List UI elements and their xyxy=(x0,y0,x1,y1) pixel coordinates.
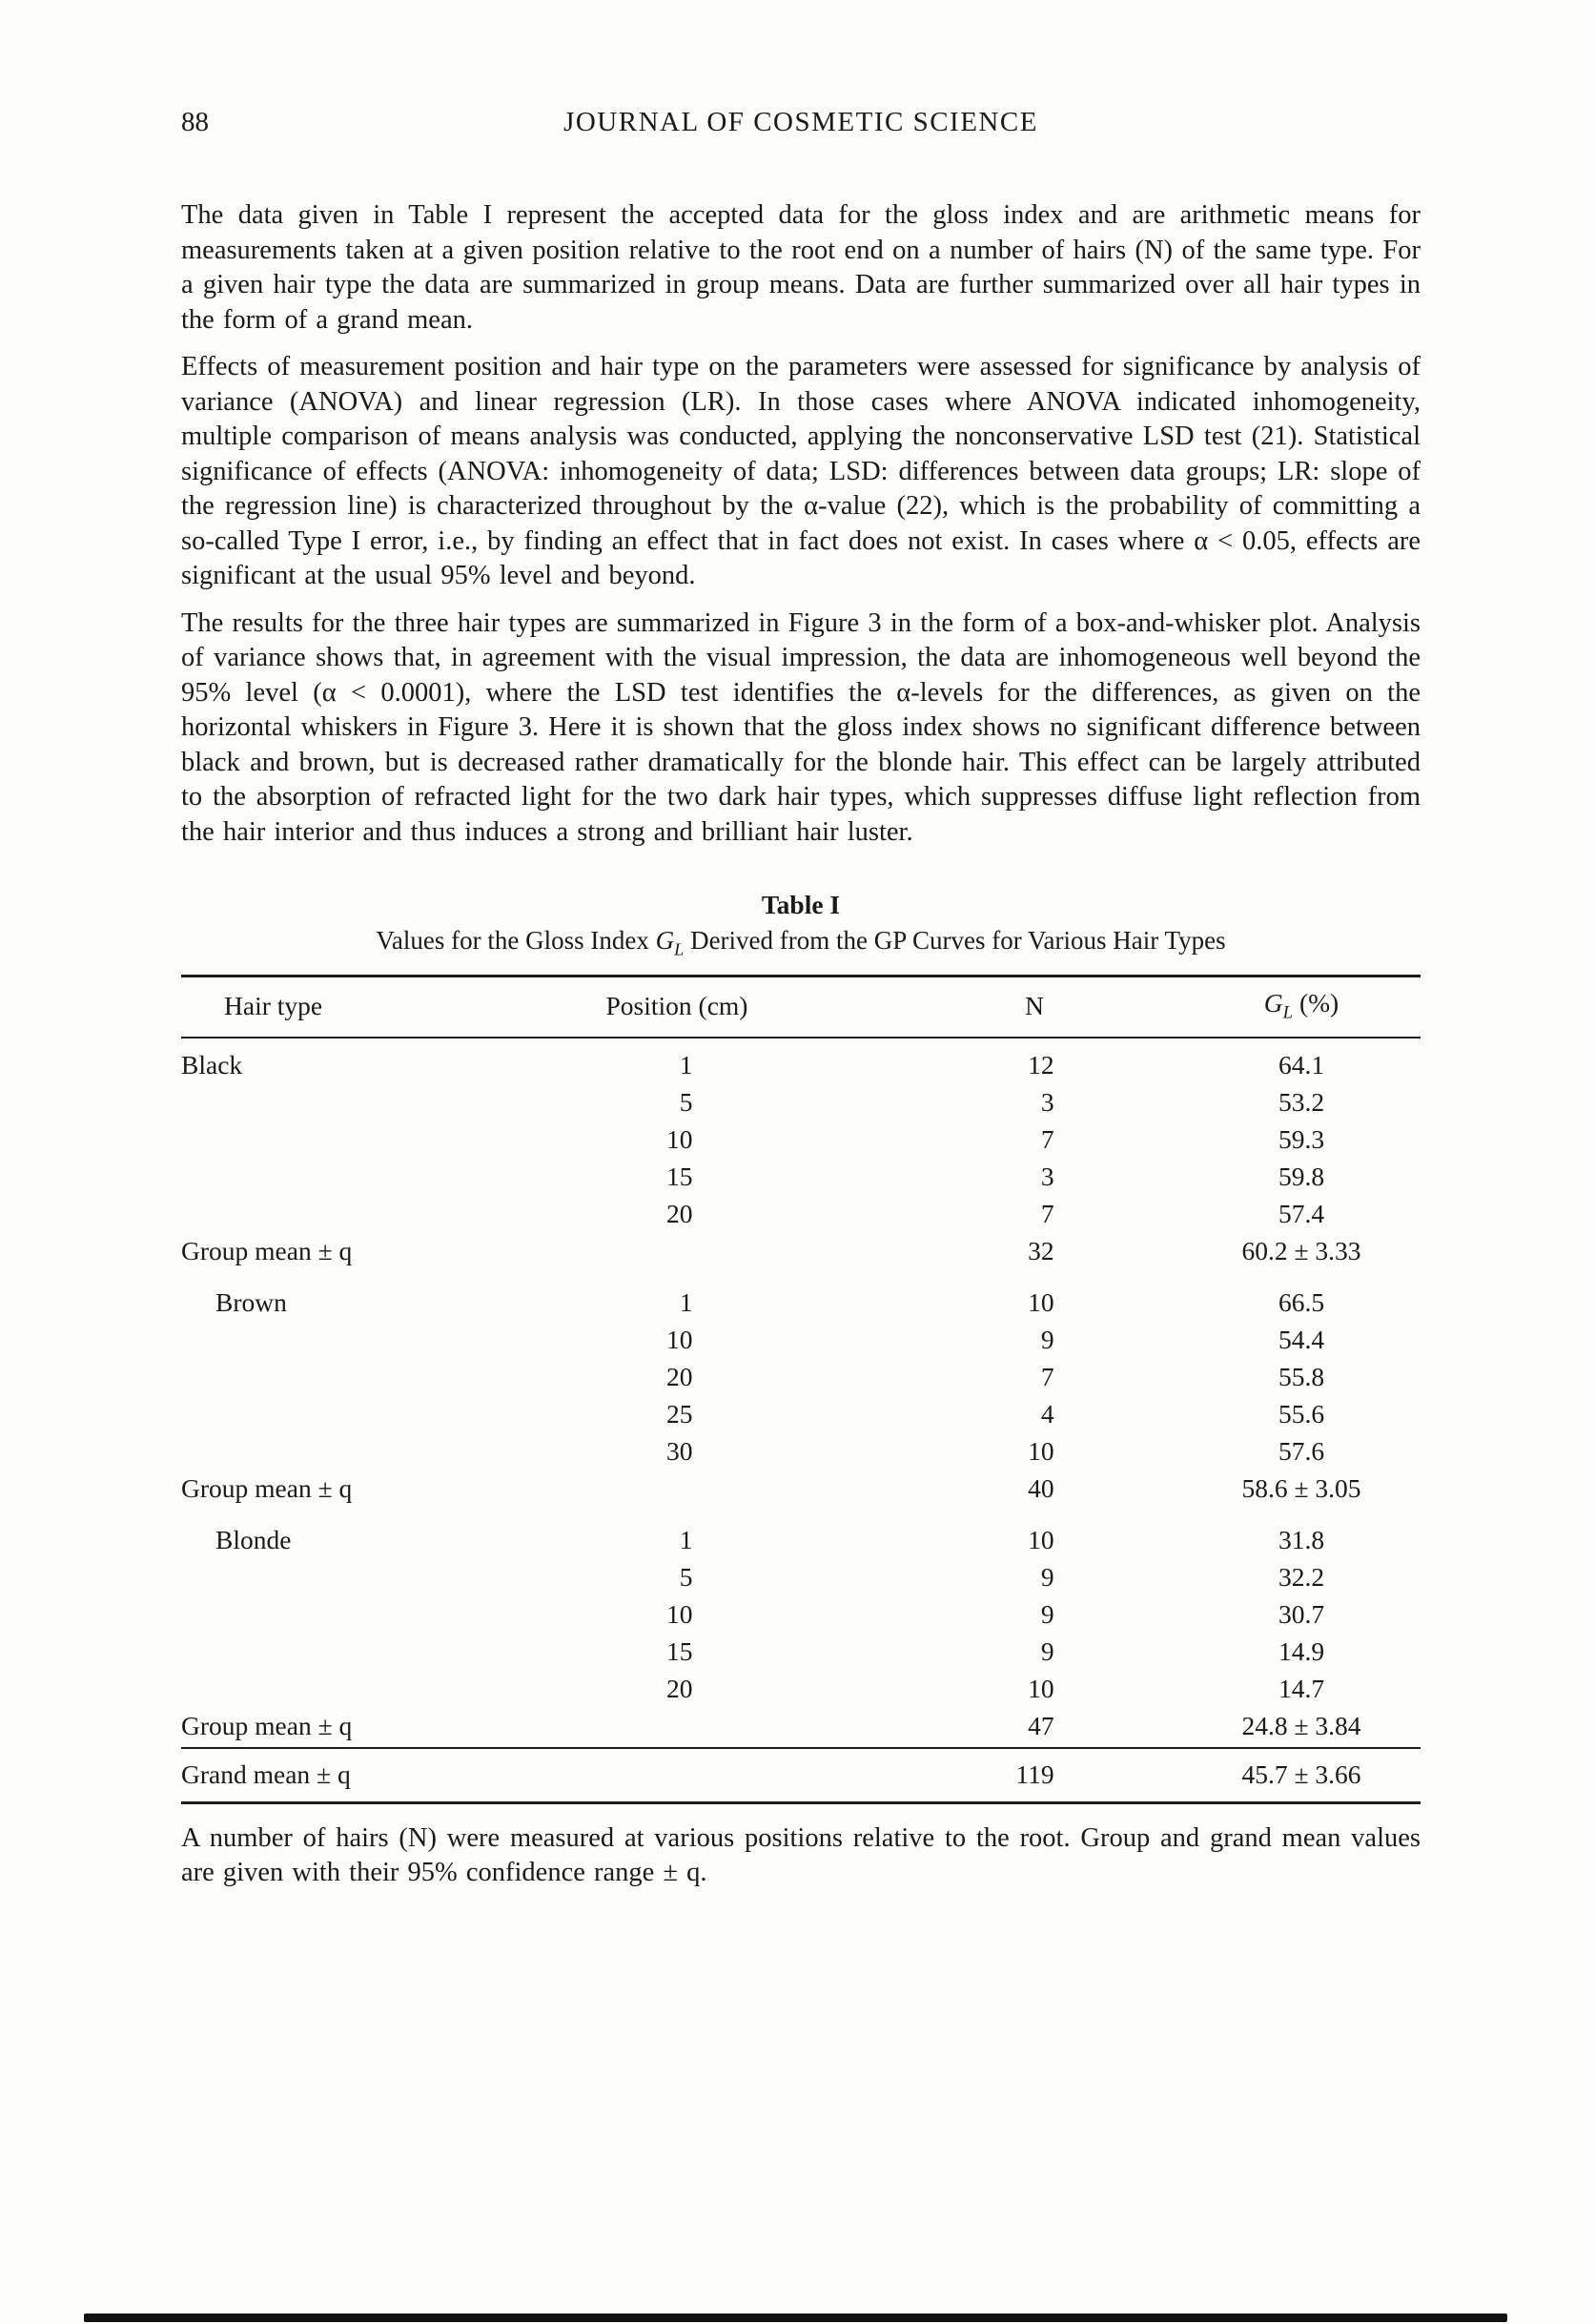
cell-gl: 59.8 xyxy=(1278,1161,1325,1191)
table-footnote: A number of hairs (N) were measured at various positions relative to the root. Group and grand mean values are given with their 95% confidence range ± q. xyxy=(181,1822,1421,1888)
cell-position: 15 xyxy=(666,1635,693,1666)
cell-n: 10 xyxy=(1028,1286,1054,1317)
cell-n: 10 xyxy=(1028,1673,1054,1703)
cell-hair-type: Brown xyxy=(215,1286,287,1317)
paragraph-3: The results for the three hair types are summarized in Figure 3 in the form of a box-and-whisker plot. Analysis of variance shows that, in agreement with the visual impression, the data are inhomogeneous well beyond the 95% level (α < 0.0001), where the LSD test identifies the α-levels for the differences, as given on the horizontal whiskers in Figure 3. Here it is shown that the gloss index shows no significant difference between black and brown, but is decreased rather dramatically for the blonde hair. This effect can be largely attributed to the absorption of refracted light for the two dark hair types, which suppresses diffuse light reflection from the hair interior and thus induces a strong and brilliant hair luster. xyxy=(181,607,1421,847)
page-number: 88 xyxy=(181,107,209,137)
gloss-index-symbol: $G_L$ xyxy=(655,926,685,959)
cell-position: 10 xyxy=(666,1324,693,1354)
table-row xyxy=(181,1195,1421,1232)
table-row xyxy=(181,1083,1421,1121)
cell-position: 10 xyxy=(666,1123,693,1154)
cell-n: 3 xyxy=(1040,1086,1054,1117)
cell-n: 32 xyxy=(1028,1235,1054,1265)
cell-position xyxy=(467,1470,887,1510)
cell-gl: 54.4 xyxy=(1278,1324,1325,1354)
cell-position xyxy=(467,1748,887,1803)
group-mean-row xyxy=(181,1232,1421,1272)
cell-n: 9 xyxy=(1040,1561,1054,1592)
table-caption xyxy=(181,890,1421,959)
cell-n: 4 xyxy=(1040,1398,1054,1429)
cell-gl: 59.3 xyxy=(1278,1123,1325,1154)
cell-gl: 64.1 xyxy=(1278,1049,1325,1080)
cell-hair-type xyxy=(181,1670,467,1707)
cell-gl: 14.7 xyxy=(1278,1673,1325,1703)
cell-hair-type xyxy=(181,1558,467,1595)
cell-hair-type xyxy=(181,1432,467,1470)
cell-gl: 31.8 xyxy=(1278,1524,1325,1554)
table-row xyxy=(181,1510,1421,1559)
cell-n: 3 xyxy=(1040,1161,1054,1191)
table-row xyxy=(181,1395,1421,1432)
table-row xyxy=(181,1432,1421,1470)
cell-position xyxy=(467,1707,887,1748)
cell-position: 15 xyxy=(666,1161,693,1191)
cell-hair-type xyxy=(181,1595,467,1633)
cell-n: 12 xyxy=(1028,1049,1054,1080)
cell-n: 9 xyxy=(1040,1635,1054,1666)
cell-position: 20 xyxy=(666,1198,693,1228)
cell-n: 47 xyxy=(1028,1710,1054,1740)
cell-gl: 57.6 xyxy=(1278,1435,1325,1466)
table-row xyxy=(181,1670,1421,1707)
cell-hair-type: Black xyxy=(181,1049,243,1080)
cell-position xyxy=(467,1232,887,1272)
gloss-index-table xyxy=(181,975,1421,1804)
cell-position: 10 xyxy=(666,1598,693,1629)
cell-n: 10 xyxy=(1028,1435,1054,1466)
cell-hair-type xyxy=(181,1633,467,1670)
cell-gl: 66.5 xyxy=(1278,1286,1325,1317)
col-header-position: Position (cm) xyxy=(467,977,887,1038)
table-row xyxy=(181,1158,1421,1195)
cell-hair-type xyxy=(181,1195,467,1232)
grand-mean-row xyxy=(181,1748,1421,1803)
cell-n: 7 xyxy=(1040,1198,1054,1228)
cell-n: 7 xyxy=(1040,1361,1054,1391)
col-header-n: N xyxy=(887,977,1182,1038)
table-caption-subtitle xyxy=(181,926,1421,959)
cell-position: 20 xyxy=(666,1361,693,1391)
cell-gl: 32.2 xyxy=(1278,1561,1325,1592)
cell-hair-type xyxy=(181,1321,467,1358)
cell-position: 1 xyxy=(679,1524,693,1554)
cell-position: 1 xyxy=(679,1049,693,1080)
cell-gl: 14.9 xyxy=(1278,1635,1325,1666)
paragraph-1: The data given in Table I represent the accepted data for the gloss index and are arithmetic means for measurements taken at a given position relative to the root end on a number of hairs (N) of the same type. For a given hair type the data are summarized in group means. Data are further summarized over all hair types in the form of a grand mean. xyxy=(181,200,1421,335)
table-row xyxy=(181,1121,1421,1158)
cell-position: 5 xyxy=(679,1561,693,1592)
cell-gl: 55.6 xyxy=(1278,1398,1325,1429)
cell-gl: 60.2 ± 3.33 xyxy=(1241,1235,1361,1265)
running-head xyxy=(181,107,1421,149)
cell-gl: 30.7 xyxy=(1278,1598,1325,1629)
cell-gl: 55.8 xyxy=(1278,1361,1325,1391)
cell-hair-type xyxy=(181,1158,467,1195)
cell-position: 20 xyxy=(666,1673,693,1703)
page-scan-edge xyxy=(84,2314,1507,2322)
cell-gl: 53.2 xyxy=(1278,1086,1325,1117)
cell-n: 10 xyxy=(1028,1524,1054,1554)
table-row xyxy=(181,1272,1421,1322)
cell-gl: 45.7 ± 3.66 xyxy=(1182,1748,1421,1803)
cell-position: 30 xyxy=(666,1435,693,1466)
cell-mean-label: Group mean ± q xyxy=(181,1235,353,1265)
article-body xyxy=(181,198,1421,1891)
cell-mean-label: Group mean ± q xyxy=(181,1472,353,1503)
cell-hair-type xyxy=(181,1358,467,1395)
cell-n: 9 xyxy=(1040,1598,1054,1629)
cell-position: 25 xyxy=(666,1398,693,1429)
table-header-row xyxy=(181,977,1421,1038)
cell-gl: 58.6 ± 3.05 xyxy=(1241,1472,1361,1503)
journal-title: JOURNAL OF COSMETIC SCIENCE xyxy=(563,107,1038,137)
table-caption-title: Table I xyxy=(761,890,841,919)
cell-n: 9 xyxy=(1040,1324,1054,1354)
cell-n: 7 xyxy=(1040,1123,1054,1154)
cell-position: 1 xyxy=(679,1286,693,1317)
table-row xyxy=(181,1633,1421,1670)
cell-mean-label: Grand mean ± q xyxy=(181,1748,467,1803)
table-row xyxy=(181,1595,1421,1633)
cell-gl: 57.4 xyxy=(1278,1198,1325,1228)
cell-hair-type: Blonde xyxy=(215,1524,292,1554)
cell-hair-type xyxy=(181,1121,467,1158)
caption-text-pre: Values for the Gloss Index xyxy=(376,926,656,955)
paragraph-2: Effects of measurement position and hair type on the parameters were assessed for significance by analysis of variance (ANOVA) and linear regression (LR). In those cases where ANOVA indicated inhomogeneity, multiple comparison of means analysis was conducted, applying the nonconservative LSD test (21). Statistical significance of effects (ANOVA: inhomogeneity of data; LSD: differences between data groups; LR: slope of the regression line) is characterized throughout by the α-value (22), which is the probability of committing a so-called Type I error, i.e., by finding an effect that in fact does not exist. In cases where α < 0.05, effects are significant at the usual 95% level and beyond. xyxy=(181,352,1421,590)
cell-n: 40 xyxy=(1028,1472,1054,1503)
cell-mean-label: Group mean ± q xyxy=(181,1710,353,1740)
cell-hair-type xyxy=(181,1395,467,1432)
group-mean-row xyxy=(181,1707,1421,1748)
cell-gl: 24.8 ± 3.84 xyxy=(1241,1710,1361,1740)
col-header-gl: $G_L$ (%) xyxy=(1182,977,1421,1038)
col-header-hair-type: Hair type xyxy=(181,977,467,1038)
cell-n: 119 xyxy=(887,1748,1182,1803)
table-row xyxy=(181,1358,1421,1395)
table-row xyxy=(181,1558,1421,1595)
table-row xyxy=(181,1321,1421,1358)
cell-position: 5 xyxy=(679,1086,693,1117)
group-mean-row xyxy=(181,1470,1421,1510)
caption-text-post: Derived from the GP Curves for Various Hair Types xyxy=(684,926,1226,955)
table-row xyxy=(181,1038,1421,1084)
cell-hair-type xyxy=(181,1083,467,1121)
table-1-section xyxy=(181,890,1421,1891)
